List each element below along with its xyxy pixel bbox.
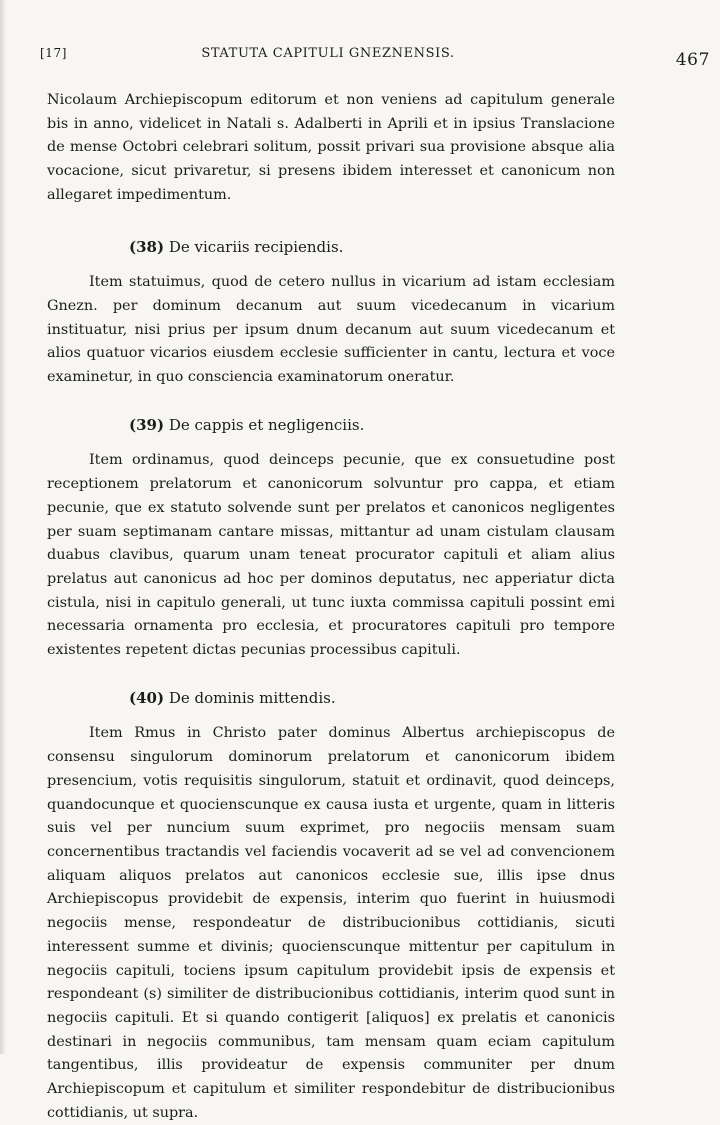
section-heading-40 — [47, 687, 615, 711]
section-paragraph-39: Item ordinamus, quod deinceps pecunie, que ex consuetudine post receptionem prelatorum et canonicorum solvuntur pro cappa, et etiam pecunie, que ex statuto solvende sunt per prelatos et canonicos negligentes per suam septimanam cantare missas, mittantur ad unam cistulam clausam duabus clavibus, quarum unam teneat procurator capituli et aliam alius prelatus aut canonicus ad hoc per dominos deputatus, nec apperiatur dicta cistula, nisi in capitulo generali, ut tunc iuxta commissa capituli possint emi necessaria ornamenta pro ecclesia, et procuratores capituli pro tempore existentes repetent dictas pecunias processibus capituli. — [47, 452, 615, 659]
section-title: De dominis mittendis. — [168, 688, 336, 707]
section-number: (38) — [129, 237, 165, 256]
header-title: STATUTA CAPITULI GNEZNENSIS. — [201, 46, 455, 61]
section-number: (40) — [129, 688, 165, 707]
page-body — [47, 89, 615, 1125]
header-marker: [17] — [40, 46, 68, 60]
running-header — [40, 44, 710, 70]
intro-paragraph: Nicolaum Archiepiscopum editorum et non veniens ad capitulum generale bis in anno, videlicet in Natali s. Adalberti in Aprili et in ipsius Translacione de mense Octobri celebrari solitum, possit privari sua provisione absque alia vocacione, sicut privaretur, si presens ibidem interesset et canonicum non allegaret impedimentum. — [47, 92, 615, 203]
section-number: (39) — [129, 415, 165, 434]
section-title: De vicariis recipiendis. — [168, 237, 344, 256]
section-heading-39 — [47, 414, 615, 438]
page-number: 467 — [675, 50, 710, 70]
page-gutter-shadow — [0, 0, 6, 1054]
section-paragraph-40: Item Rmus in Christo pater dominus Albertus archiepiscopus de consensu singulorum dominorum prelatorum et canonicorum ibidem presencium, votis requisitis singulorum, statuit et ordinavit, quod deinceps, quandocunque et quocienscunque ex causa iusta et urgente, quam in litteris suis vel per nuncium suum exprimet, pro negociis mensam suam concernentibus tractandis vel faciendis vocaverit ad se vel ad convencionem aliquam aliquos prelatos aut canonicos ecclesie sue, illis ipse dnus Archiepiscopus providebit de expensis, interim quo fuerint in huiusmodi negociis mense, respondeatur de distribucionibus cottidianis, sicuti interessent summe et divinis; quocienscunque mittentur per capitulum in negociis capituli, tociens ipsum capitulum providebit ipsis de expensis et respondeant (s) similiter de distribucionibus cottidianis, interim quod sunt in negociis capituli. Et si quando contigerit [aliquos] ex prelatis et canonicis destinari in negociis communibus, tam mensam quam eciam capitulum tangentibus, illis provideatur de expensis communiter per dnum Archiepiscopum et capitulum et similiter respondebitur de distribucionibus cottidianis, ut supra. — [47, 725, 615, 1121]
section-title: De cappis et negligenciis. — [168, 415, 365, 434]
section-paragraph-38: Item statuimus, quod de cetero nullus in vicarium ad istam ecclesiam Gnezn. per dominum decanum aut suum vicedecanum in vicarium instituatur, nisi prius per ipsum dnum decanum aut suum vicedecanum et alios quatuor vicarios eiusdem ecclesie sufficienter in cantu, lectura et voce examinetur, in quo consciencia examinatorum oneratur. — [47, 274, 615, 386]
section-heading-38 — [47, 236, 615, 260]
